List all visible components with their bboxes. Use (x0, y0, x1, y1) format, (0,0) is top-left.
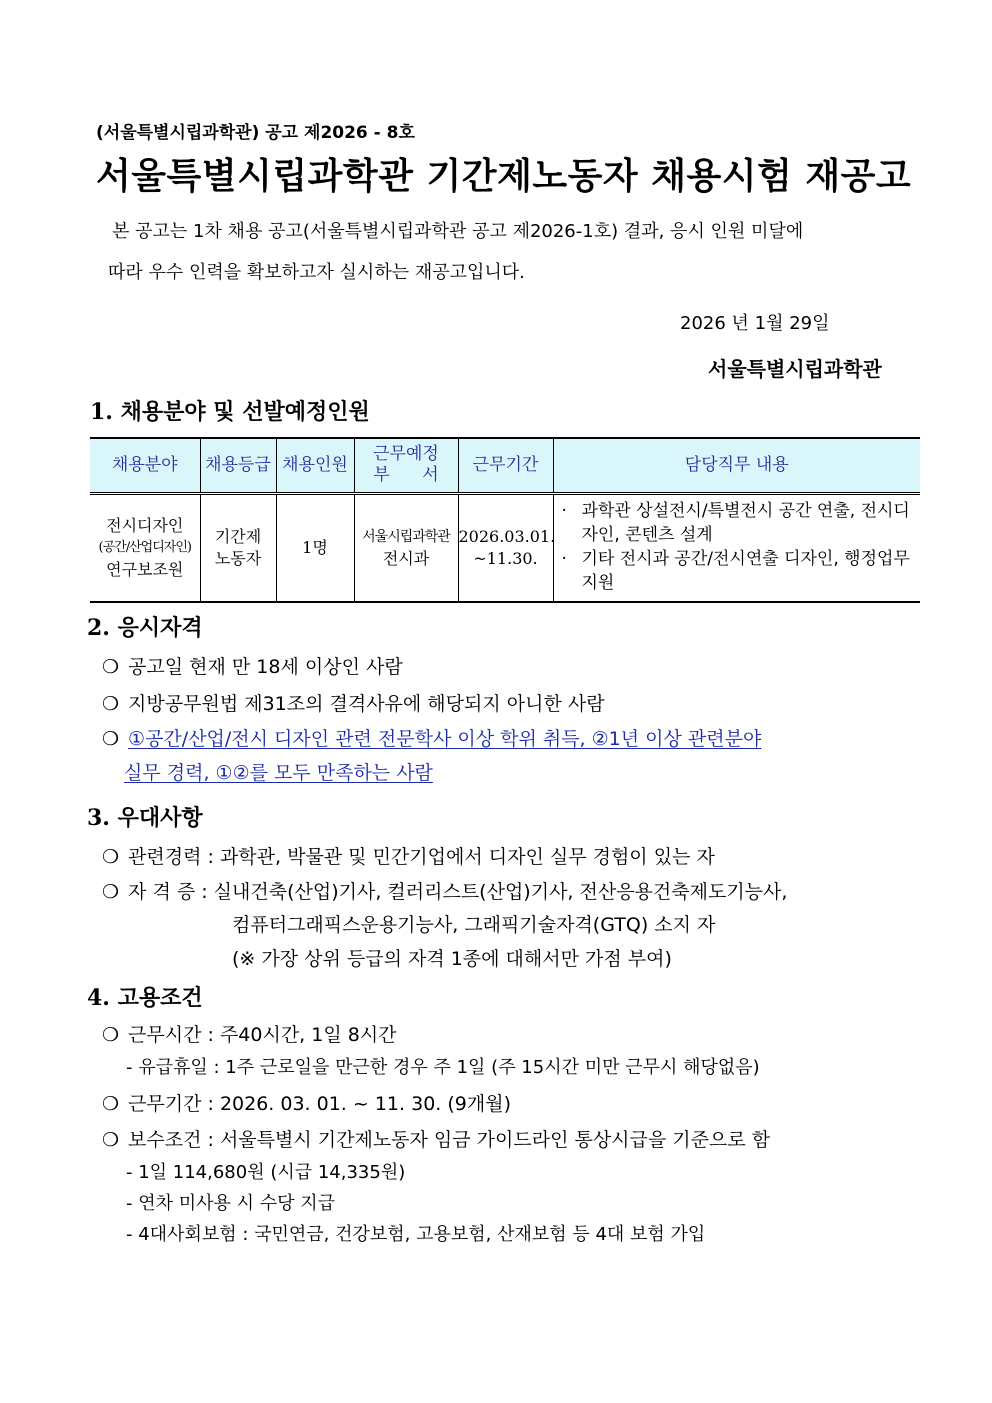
preference-certificate-note: (※ 가장 상위 등급의 자격 1종에 대해서만 가점 부여) (232, 948, 672, 970)
page-title: 서울특별시립과학관 기간제노동자 채용시험 재공고 (96, 156, 912, 197)
section-heading-conditions: 4. 고용조건 (87, 985, 203, 1011)
recruitment-table (90, 437, 920, 603)
condition-pay-text: 보수조건 : 서울특별시 기간제노동자 임금 가이드라인 통상시급을 기준으로 함 (128, 1129, 771, 1151)
condition-hours (102, 1020, 397, 1047)
section-heading-preferences: 3. 우대사항 (87, 805, 203, 831)
duty-text: 과학관 상설전시/특별전시 공간 연출, 전시디자인, 콘텐츠 설계 (581, 500, 910, 545)
qualification-text-underlined-line-1: ①공간/산업/전시 디자인 관련 전문학사 이상 학위 취득, ②1년 이상 관련분야 (128, 728, 762, 750)
circle-bullet-icon: ❍ (102, 846, 120, 868)
notice-number: (서울특별시립과학관) 공고 제2026 - 8호 (96, 123, 415, 143)
qualification-item (102, 652, 403, 679)
col-header-dept (354, 438, 458, 493)
preference-certificate-line-2: 컴퓨터그래픽스운용기능사, 그래픽기술자격(GTQ) 소지 자 (232, 914, 716, 936)
qualification-item (102, 689, 605, 716)
preference-experience (102, 842, 715, 869)
cell-period-line-1: 2026.03.01. (458, 526, 556, 546)
circle-bullet-icon: ❍ (102, 881, 120, 903)
duty-item (562, 547, 919, 595)
cell-headcount: 1명 (276, 493, 354, 602)
qualification-item-underlined (102, 724, 761, 751)
circle-bullet-icon: ❍ (102, 693, 120, 715)
condition-holiday: - 유급휴일 : 1주 근로일을 만근한 경우 주 1일 (주 15시간 미만 근무시 해당없음) (126, 1057, 760, 1078)
cell-field-line-1: 전시디자인 (106, 515, 184, 535)
duty-text: 기타 전시과 공간/전시연출 디자인, 행정업무 지원 (581, 548, 910, 593)
intro-line-2: 따라 우수 인력을 확보하고자 실시하는 재공고입니다. (108, 262, 525, 283)
cell-grade-line-1: 기간제 (214, 526, 262, 546)
cell-dept-line-1: 서울시립과학관 (362, 528, 450, 545)
table-row (90, 493, 920, 602)
cell-dept (354, 493, 458, 602)
circle-bullet-icon: ❍ (102, 1024, 120, 1046)
col-header-headcount: 채용인원 (276, 438, 354, 493)
col-header-period: 근무기간 (458, 438, 553, 493)
preference-experience-text: 관련경력 : 과학관, 박물관 및 민간기업에서 디자인 실무 경험이 있는 자 (128, 846, 715, 868)
col-header-duties: 담당직무 내용 (553, 438, 920, 493)
cell-grade-line-2: 노동자 (214, 548, 262, 568)
qualification-text: 지방공무원법 제31조의 결격사유에 해당되지 아니한 사람 (128, 693, 605, 715)
condition-period (102, 1089, 511, 1116)
circle-bullet-icon: ❍ (102, 1093, 120, 1115)
col-header-dept-line-1: 근무예정 (373, 444, 439, 465)
cell-field-line-3: 연구보조원 (106, 559, 184, 579)
col-header-dept-line-2: 부 서 (373, 465, 439, 486)
duty-item (562, 499, 919, 547)
col-header-field: 채용분야 (90, 438, 200, 493)
circle-bullet-icon: ❍ (102, 1129, 120, 1151)
preference-certificate-text: 자 격 증 : 실내건축(산업)기사, 컬러리스트(산업)기사, 전산응용건축제도기능사, (128, 881, 788, 903)
pay-detail: - 4대사회보험 : 국민연금, 건강보험, 고용보험, 산재보험 등 4대 보험 가입 (126, 1224, 706, 1245)
col-header-grade: 채용등급 (200, 438, 276, 493)
circle-bullet-icon: ❍ (102, 656, 120, 678)
preference-certificate (102, 877, 787, 904)
bullet-dot: · (561, 548, 567, 569)
cell-period-line-2: ~11.30. (473, 548, 538, 568)
qualification-text-underlined-line-2: 실무 경력, ①②를 모두 만족하는 사람 (124, 762, 433, 784)
bullet-dot: · (561, 500, 567, 521)
section-heading-qualifications: 2. 응시자격 (87, 615, 203, 641)
cell-field-line-2: (공간/산업디자인) (98, 539, 191, 555)
issuer: 서울특별시립과학관 (708, 357, 882, 381)
section-heading-recruitment: 1. 채용분야 및 선발예정인원 (90, 399, 370, 425)
condition-pay (102, 1125, 770, 1152)
notice-date: 2026 년 1월 29일 (680, 313, 830, 334)
cell-dept-line-2: 전시과 (382, 548, 430, 568)
pay-detail: - 연차 미사용 시 수당 지급 (126, 1193, 335, 1214)
condition-period-text: 근무기간 : 2026. 03. 01. ~ 11. 30. (9개월) (128, 1093, 511, 1115)
cell-grade (200, 493, 276, 602)
cell-duties (553, 493, 920, 602)
pay-detail: - 1일 114,680원 (시급 14,335원) (126, 1162, 406, 1183)
qualification-text: 공고일 현재 만 18세 이상인 사람 (128, 656, 403, 678)
table-header-row (90, 438, 920, 493)
condition-hours-text: 근무시간 : 주40시간, 1일 8시간 (128, 1024, 397, 1046)
cell-period (458, 493, 556, 602)
intro-line-1: 본 공고는 1차 채용 공고(서울특별시립과학관 공고 제2026-1호) 결과, 응시 인원 미달에 (112, 221, 804, 242)
circle-bullet-icon: ❍ (102, 728, 120, 750)
cell-field (90, 493, 200, 602)
